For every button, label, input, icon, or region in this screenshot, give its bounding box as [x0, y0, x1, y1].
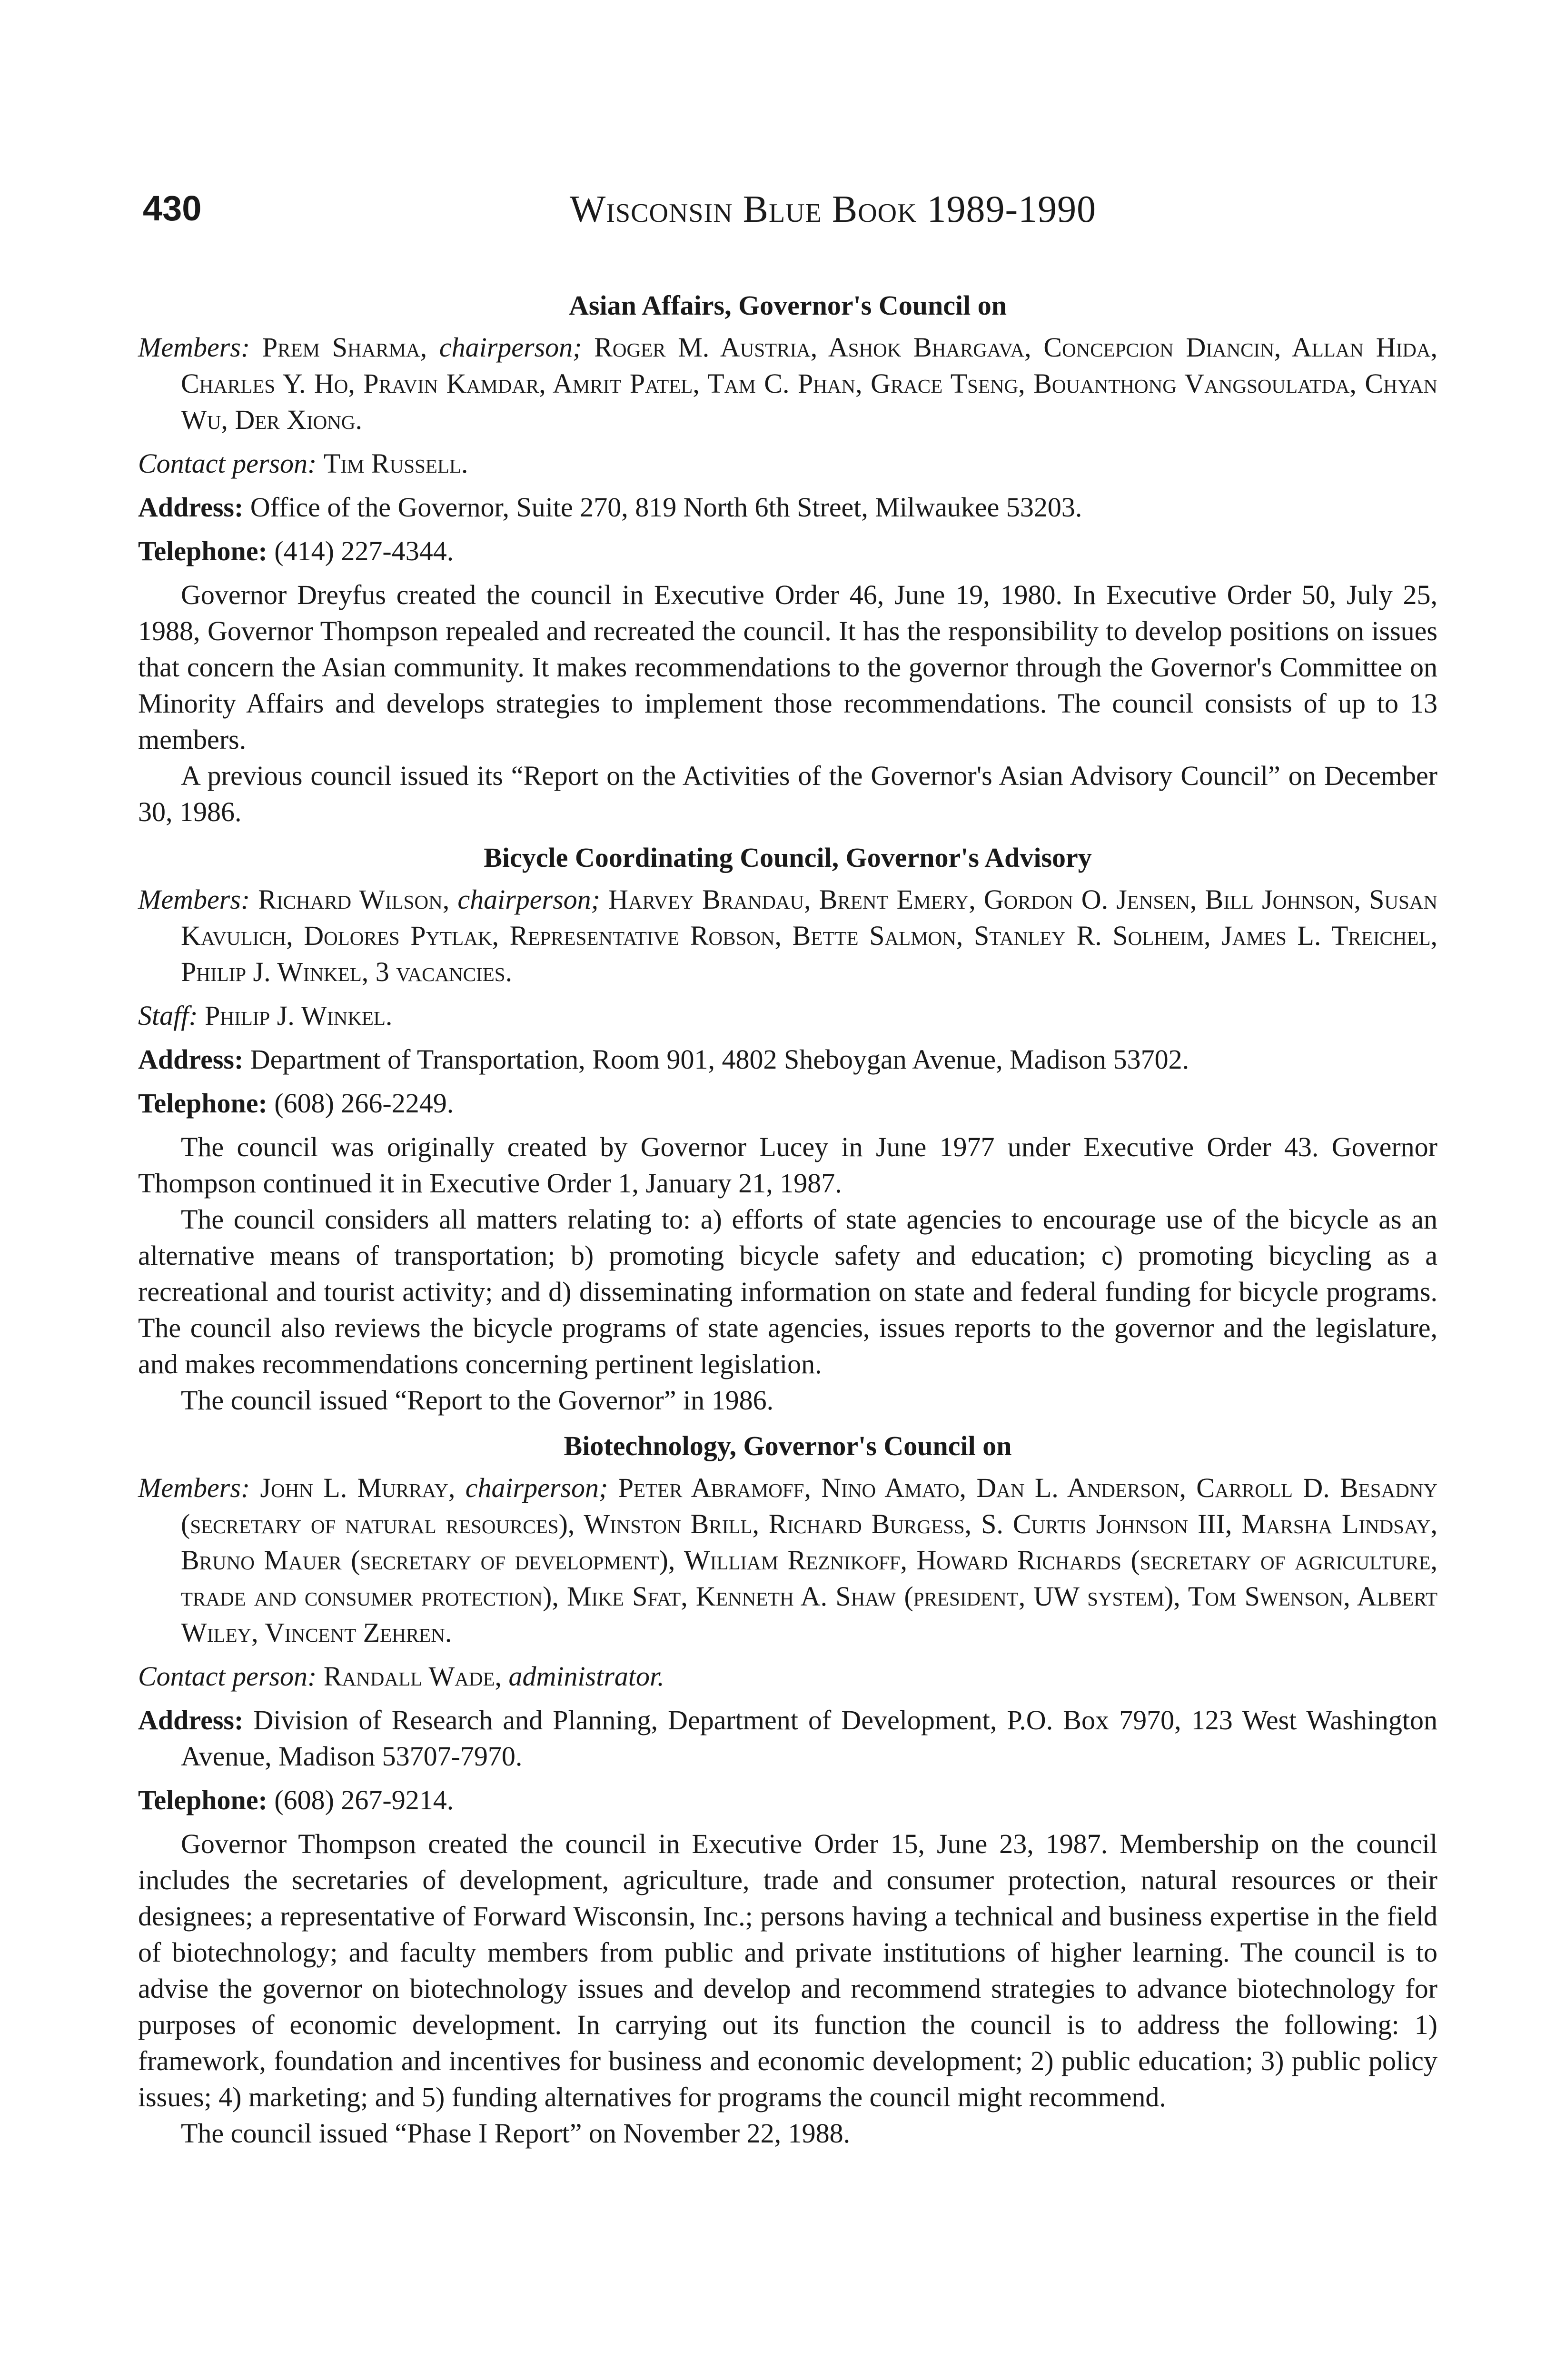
address-label: Address:	[138, 1705, 244, 1735]
staff-name: Philip J. Winkel.	[205, 1000, 393, 1031]
page-number: 430	[143, 188, 202, 228]
body-paragraph: The council issued “Phase I Report” on November 22, 1988.	[181, 2118, 851, 2149]
address-entry	[138, 489, 1437, 526]
contact-name: Tim Russell.	[323, 448, 468, 479]
telephone-text: (608) 266-2249.	[274, 1088, 454, 1119]
members-chair-role: chairperson;	[465, 1472, 608, 1503]
address-text: Department of Transportation, Room 901, 4802 Sheboygan Avenue, Madison 53702.	[250, 1044, 1189, 1075]
members-chair-role: chairperson;	[439, 332, 582, 363]
body-paragraph: Governor Dreyfus created the council in Executive Order 46, June 19, 1980. In Executive Order 50, July 25, 1988, Governor Thompson repealed and recreated the council. It has the responsibility to develop positions on issues that concern the Asian community. It makes recommendations to the governor through the Governor's Committee on Minority Affairs and develops strategies to implement those recommendations. The council consists of up to 13 members.	[138, 579, 1437, 755]
address-text: Division of Research and Planning, Department of Development, P.O. Box 7970, 123 West Washington Avenue, Madison 53707-7970.	[181, 1705, 1438, 1772]
page-content	[138, 281, 1437, 2161]
section-title: Bicycle Coordinating Council, Governor's Advisory	[484, 842, 1092, 873]
body-paragraph: A previous council issued its “Report on the Activities of the Governor's Asian Advisory Council” on December 30, 1986.	[138, 760, 1437, 827]
section-biotechnology-council	[138, 1428, 1437, 2152]
members-chair: Prem Sharma,	[262, 332, 427, 363]
telephone-entry	[138, 1782, 1437, 1818]
members-label: Members:	[138, 884, 250, 915]
contact-label: Contact person:	[138, 448, 317, 479]
members-entry	[138, 1470, 1437, 1651]
address-entry	[138, 1702, 1437, 1775]
telephone-label: Telephone:	[138, 536, 268, 566]
section-title: Biotechnology, Governor's Council on	[564, 1430, 1012, 1461]
running-title: Wisconsin Blue Book 1989-1990	[569, 188, 1097, 230]
staff-label: Staff:	[138, 1000, 198, 1031]
members-entry	[138, 329, 1437, 438]
contact-entry	[138, 446, 1437, 482]
members-list: Roger M. Austria, Ashok Bhargava, Concepcion Diancin, Allan Hida, Charles Y. Ho, Pravin Kamdar, Amrit Patel, Tam C. Phan, Grace Tseng, Bouanthong Vangsoulatda, Chyan Wu, Der Xiong.	[181, 332, 1438, 435]
body-paragraph: The council was originally created by Governor Lucey in June 1977 under Executive Order 43. Governor Thompson continued it in Executive Order 1, January 21, 1987.	[138, 1131, 1437, 1199]
section-bicycle-council	[138, 840, 1437, 1418]
members-label: Members:	[138, 1472, 250, 1503]
telephone-label: Telephone:	[138, 1785, 268, 1815]
address-label: Address:	[138, 1044, 244, 1075]
address-label: Address:	[138, 492, 244, 523]
contact-entry	[138, 1658, 1437, 1695]
telephone-text: (608) 267-9214.	[274, 1785, 454, 1815]
contact-label: Contact person:	[138, 1661, 317, 1692]
body-paragraph: The council considers all matters relating to: a) efforts of state agencies to encourage use of the bicycle as an alternative means of transportation; b) promoting bicycle safety and education; c) promoting bicycling as a recreational and tourist activity; and d) disseminating information on state and federal funding for bicycle programs. The council also reviews the bicycle programs of state agencies, issues reports to the governor and the legislature, and makes recommendations concerning pertinent legislation.	[138, 1204, 1437, 1379]
contact-name: Randall Wade,	[323, 1661, 502, 1692]
telephone-entry	[138, 1085, 1437, 1121]
members-chair-role: chairperson;	[457, 884, 600, 915]
section-asian-affairs	[138, 288, 1437, 830]
members-list: Peter Abramoff, Nino Amato, Dan L. Anderson, Carroll D. Besadny (secretary of natural resources), Winston Brill, Richard Burgess, S. Curtis Johnson III, Marsha Lindsay, Bruno Mauer (secretary of development), William Reznikoff, Howard Richards (secretary of agriculture, trade and consumer protection), Mike Sfat, Kenneth A. Shaw (president, UW system), Tom Swenson, Albert Wiley, Vincent Zehren.	[181, 1472, 1438, 1648]
staff-entry	[138, 998, 1437, 1034]
telephone-label: Telephone:	[138, 1088, 268, 1119]
address-entry	[138, 1041, 1437, 1078]
members-entry	[138, 882, 1437, 990]
members-chair: John L. Murray,	[260, 1472, 456, 1503]
telephone-text: (414) 227-4344.	[274, 536, 454, 566]
members-chair: Richard Wilson,	[258, 884, 450, 915]
telephone-entry	[138, 533, 1437, 569]
body-paragraph: The council issued “Report to the Governor” in 1986.	[181, 1385, 774, 1416]
members-label: Members:	[138, 332, 250, 363]
page-header	[143, 188, 1428, 240]
address-text: Office of the Governor, Suite 270, 819 North 6th Street, Milwaukee 53203.	[250, 492, 1082, 523]
section-title: Asian Affairs, Governor's Council on	[569, 290, 1007, 321]
members-list: Harvey Brandau, Brent Emery, Gordon O. Jensen, Bill Johnson, Susan Kavulich, Dolores Pytlak, Representative Robson, Bette Salmon, Stanley R. Solheim, James L. Treichel, Philip J. Winkel, 3 vacancies.	[181, 884, 1438, 987]
contact-role: administrator.	[508, 1661, 664, 1692]
body-paragraph: Governor Thompson created the council in Executive Order 15, June 23, 1987. Membership on the council includes the secretaries of development, agriculture, trade and consumer protection, natural resources or their designees; a representative of Forward Wisconsin, Inc.; persons having a technical and business expertise in the field of biotechnology; and faculty members from public and private institutions of higher learning. The council is to advise the governor on biotechnology issues and develop and recommend strategies to advance biotechnology for purposes of economic development. In carrying out its function the council is to address the following: 1) framework, foundation and incentives for business and economic development; 2) public education; 3) public policy issues; 4) marketing; and 5) funding alternatives for programs the council might recommend.	[138, 1828, 1437, 2112]
